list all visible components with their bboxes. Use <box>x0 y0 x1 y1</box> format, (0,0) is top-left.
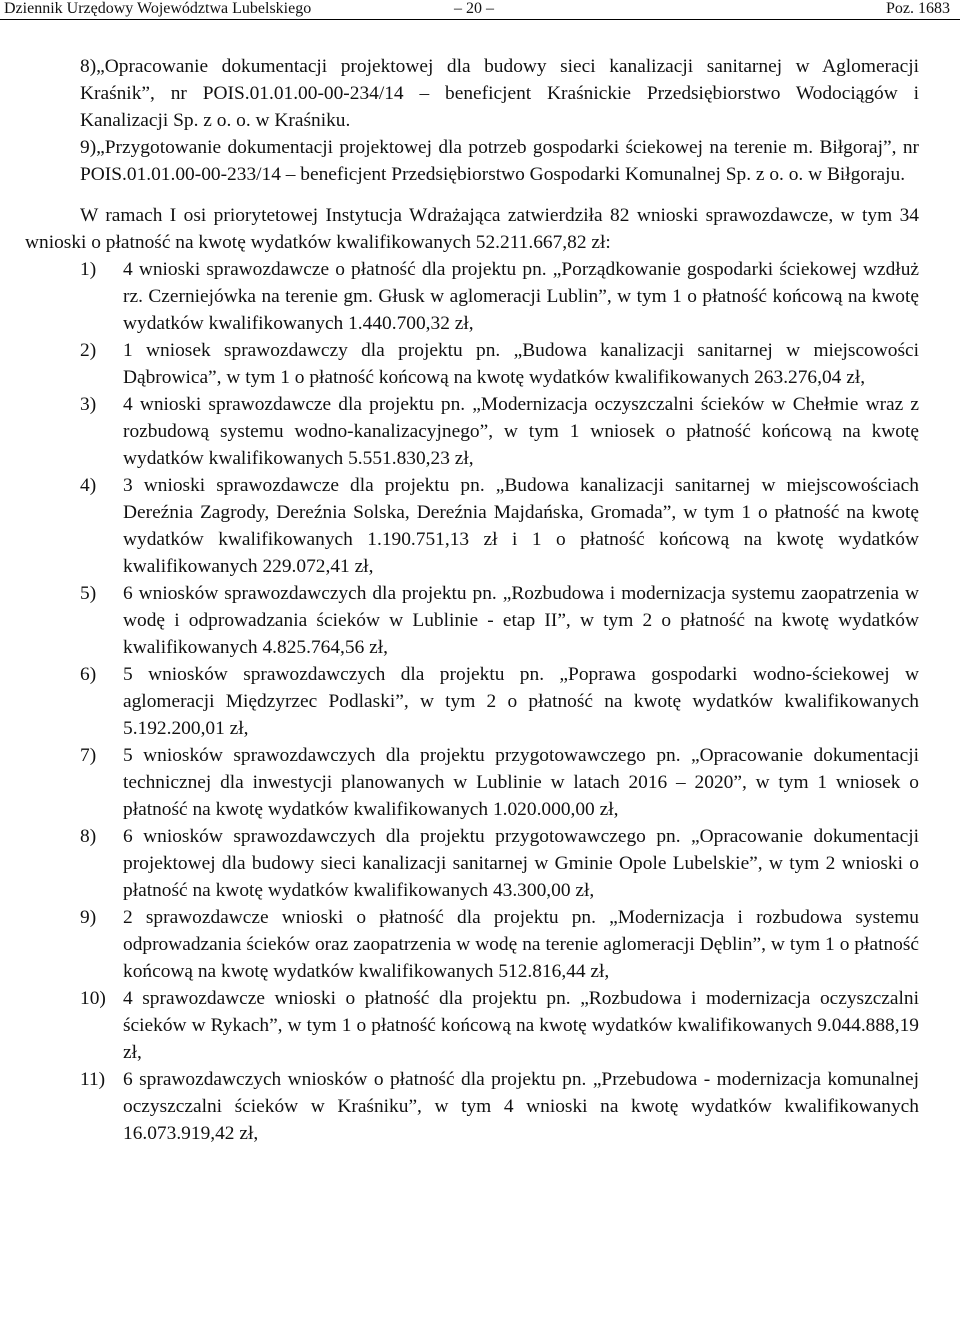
journal-title: Dziennik Urzędowy Województwa Lubelskiego <box>4 0 312 17</box>
list-item-3 <box>80 391 919 472</box>
list-item-text: 6 wniosków sprawozdawczych dla projektu pn. „Rozbudowa i modernizacja systemu zaopatrzenia w wodę i odprowadzania ścieków w Lublinie - etap II”, w tym 2 o płatność na kwotę wydatków kwalifikowanych 4.825.764,56 zł, <box>123 583 919 658</box>
list-item-text: 4 sprawozdawcze wnioski o płatność dla projektu pn. „Rozbudowa i modernizacja oczyszczalni ścieków w Rykach”, w tym 1 o płatność końcową na kwotę wydatków kwalifikowanych 9.044.888,19 zł, <box>123 988 919 1063</box>
list-item-9 <box>80 904 919 985</box>
list-number: 7) <box>80 745 97 766</box>
list-item-text: 5 wniosków sprawozdawczych dla projektu przygotowawczego pn. „Opracowanie dokumentacji technicznej dla inwestycji planowanych w Lublinie w latach 2016 – 2020”, w tym 1 wniosek o płatność na kwotę wydatków kwalifikowanych 1.020.000,00 zł, <box>123 745 919 820</box>
list-number: 3) <box>80 394 97 415</box>
list-number: 6) <box>80 664 97 685</box>
list-item-text: 6 sprawozdawczych wniosków o płatność dla projektu pn. „Przebudowa - modernizacja komunalnej oczyszczalni ścieków w Kraśniku”, w tym 4 wnioski na kwotę wydatków kwalifikowanych 16.073.919,42 zł, <box>123 1069 919 1144</box>
list-item-6 <box>80 661 919 742</box>
list-item-text: 5 wniosków sprawozdawczych dla projektu pn. „Poprawa gospodarki wodno-ściekowej w aglomeracji Międzyrzec Podlaski”, w tym 2 o płatność na kwotę wydatków kwalifikowanych 5.192.200,01 zł, <box>123 664 919 739</box>
position-number: Poz. 1683 <box>886 0 950 17</box>
page-header <box>0 0 960 20</box>
list-item-text: 2 sprawozdawcze wnioski o płatność dla projektu pn. „Modernizacja i rozbudowa systemu odprowadzania ścieków oraz zaopatrzenia w wodę na terenie aglomeracji Dęblin”, w tym 1 o płatność końcową na kwotę wydatków kwalifikowanych 512.816,44 zł, <box>123 907 919 982</box>
intro-text: W ramach I osi priorytetowej Instytucja Wdrażająca zatwierdziła 82 wnioski sprawozdawcze, w tym 34 wnioski o płatność na kwotę wydatków kwalifikowanych <box>25 205 919 253</box>
list-item-10 <box>80 985 919 1066</box>
list-item-text: 3 wnioski sprawozdawcze dla projektu pn. „Budowa kanalizacji sanitarnej w miejscowościach Dereźnia Zagrody, Dereźnia Solska, Dereźnia Majdańska, Gromada”, w tym 1 o płatność na kwotę wydatków kwalifikowanych 1.190.751,13 zł i 1 o płatność końcową na kwotę wydatków kwalifikowanych 229.072,41 zł, <box>123 475 919 577</box>
list-number: 9) <box>80 907 97 928</box>
project-item-8: 8)„Opracowanie dokumentacji projektowej dla budowy sieci kanalizacji sanitarnej w Aglomeracji Kraśnik”, nr POIS.01.01.00-00-234/14 – beneficjent Kraśnickie Przedsiębiorstwo Wodociągów i Kanalizacji Sp. z o. o. w Kraśniku. <box>80 56 919 131</box>
list-item-5 <box>80 580 919 661</box>
list-number: 4) <box>80 475 97 496</box>
page-number: – 20 – <box>454 0 494 17</box>
list-item-8 <box>80 823 919 904</box>
list-number: 8) <box>80 826 97 847</box>
document-body <box>25 53 919 1147</box>
project-item-9: 9)„Przygotowanie dokumentacji projektowej dla potrzeb gospodarki ściekowej na terenie m. Biłgoraj”, nr POIS.01.01.00-00-233/14 – beneficjent Przedsiębiorstwo Gospodarki Komunalnej Sp. z o. o. w Biłgoraju. <box>80 137 919 185</box>
list-number: 2) <box>80 340 97 361</box>
list-item-text: 4 wnioski sprawozdawcze o płatność dla projektu pn. „Porządkowanie gospodarki ściekowej wzdłuż rz. Czerniejówka na terenie gm. Głusk w aglomeracji Lublin”, w tym 1 o płatność końcową na kwotę wydatków kwalifikowanych 1.440.700,32 zł, <box>123 259 919 334</box>
list-item-7 <box>80 742 919 823</box>
list-number: 11) <box>80 1069 106 1090</box>
list-number: 1) <box>80 259 97 280</box>
list-item-text: 4 wnioski sprawozdawcze dla projektu pn. „Modernizacja oczyszczalni ścieków w Chełmie wraz z rozbudową systemu wodno-kanalizacyjnego”, w tym 1 wniosek o płatność końcową na kwotę wydatków kwalifikowanych 5.551.830,23 zł, <box>123 394 919 469</box>
list-number: 10) <box>80 988 106 1009</box>
list-number: 5) <box>80 583 97 604</box>
list-item-text: 6 wniosków sprawozdawczych dla projektu przygotowawczego pn. „Opracowanie dokumentacji projektowej dla budowy sieci kanalizacji sanitarnej w Gminie Opole Lubelskie”, w tym 2 wnioski o płatność na kwotę wydatków kwalifikowanych 43.300,00 zł, <box>123 826 919 901</box>
intro-amount: 52.211.667,82 zł: <box>475 232 611 253</box>
list-item-2 <box>80 337 919 391</box>
list-item-11 <box>80 1066 919 1147</box>
list-item-1 <box>80 256 919 337</box>
list-item-text: 1 wniosek sprawozdawczy dla projektu pn. „Budowa kanalizacji sanitarnej w miejscowości Dąbrowica”, w tym 1 o płatność końcową na kwotę wydatków kwalifikowanych 263.276,04 zł, <box>123 340 919 388</box>
list-item-4 <box>80 472 919 580</box>
intro-paragraph <box>25 202 919 256</box>
